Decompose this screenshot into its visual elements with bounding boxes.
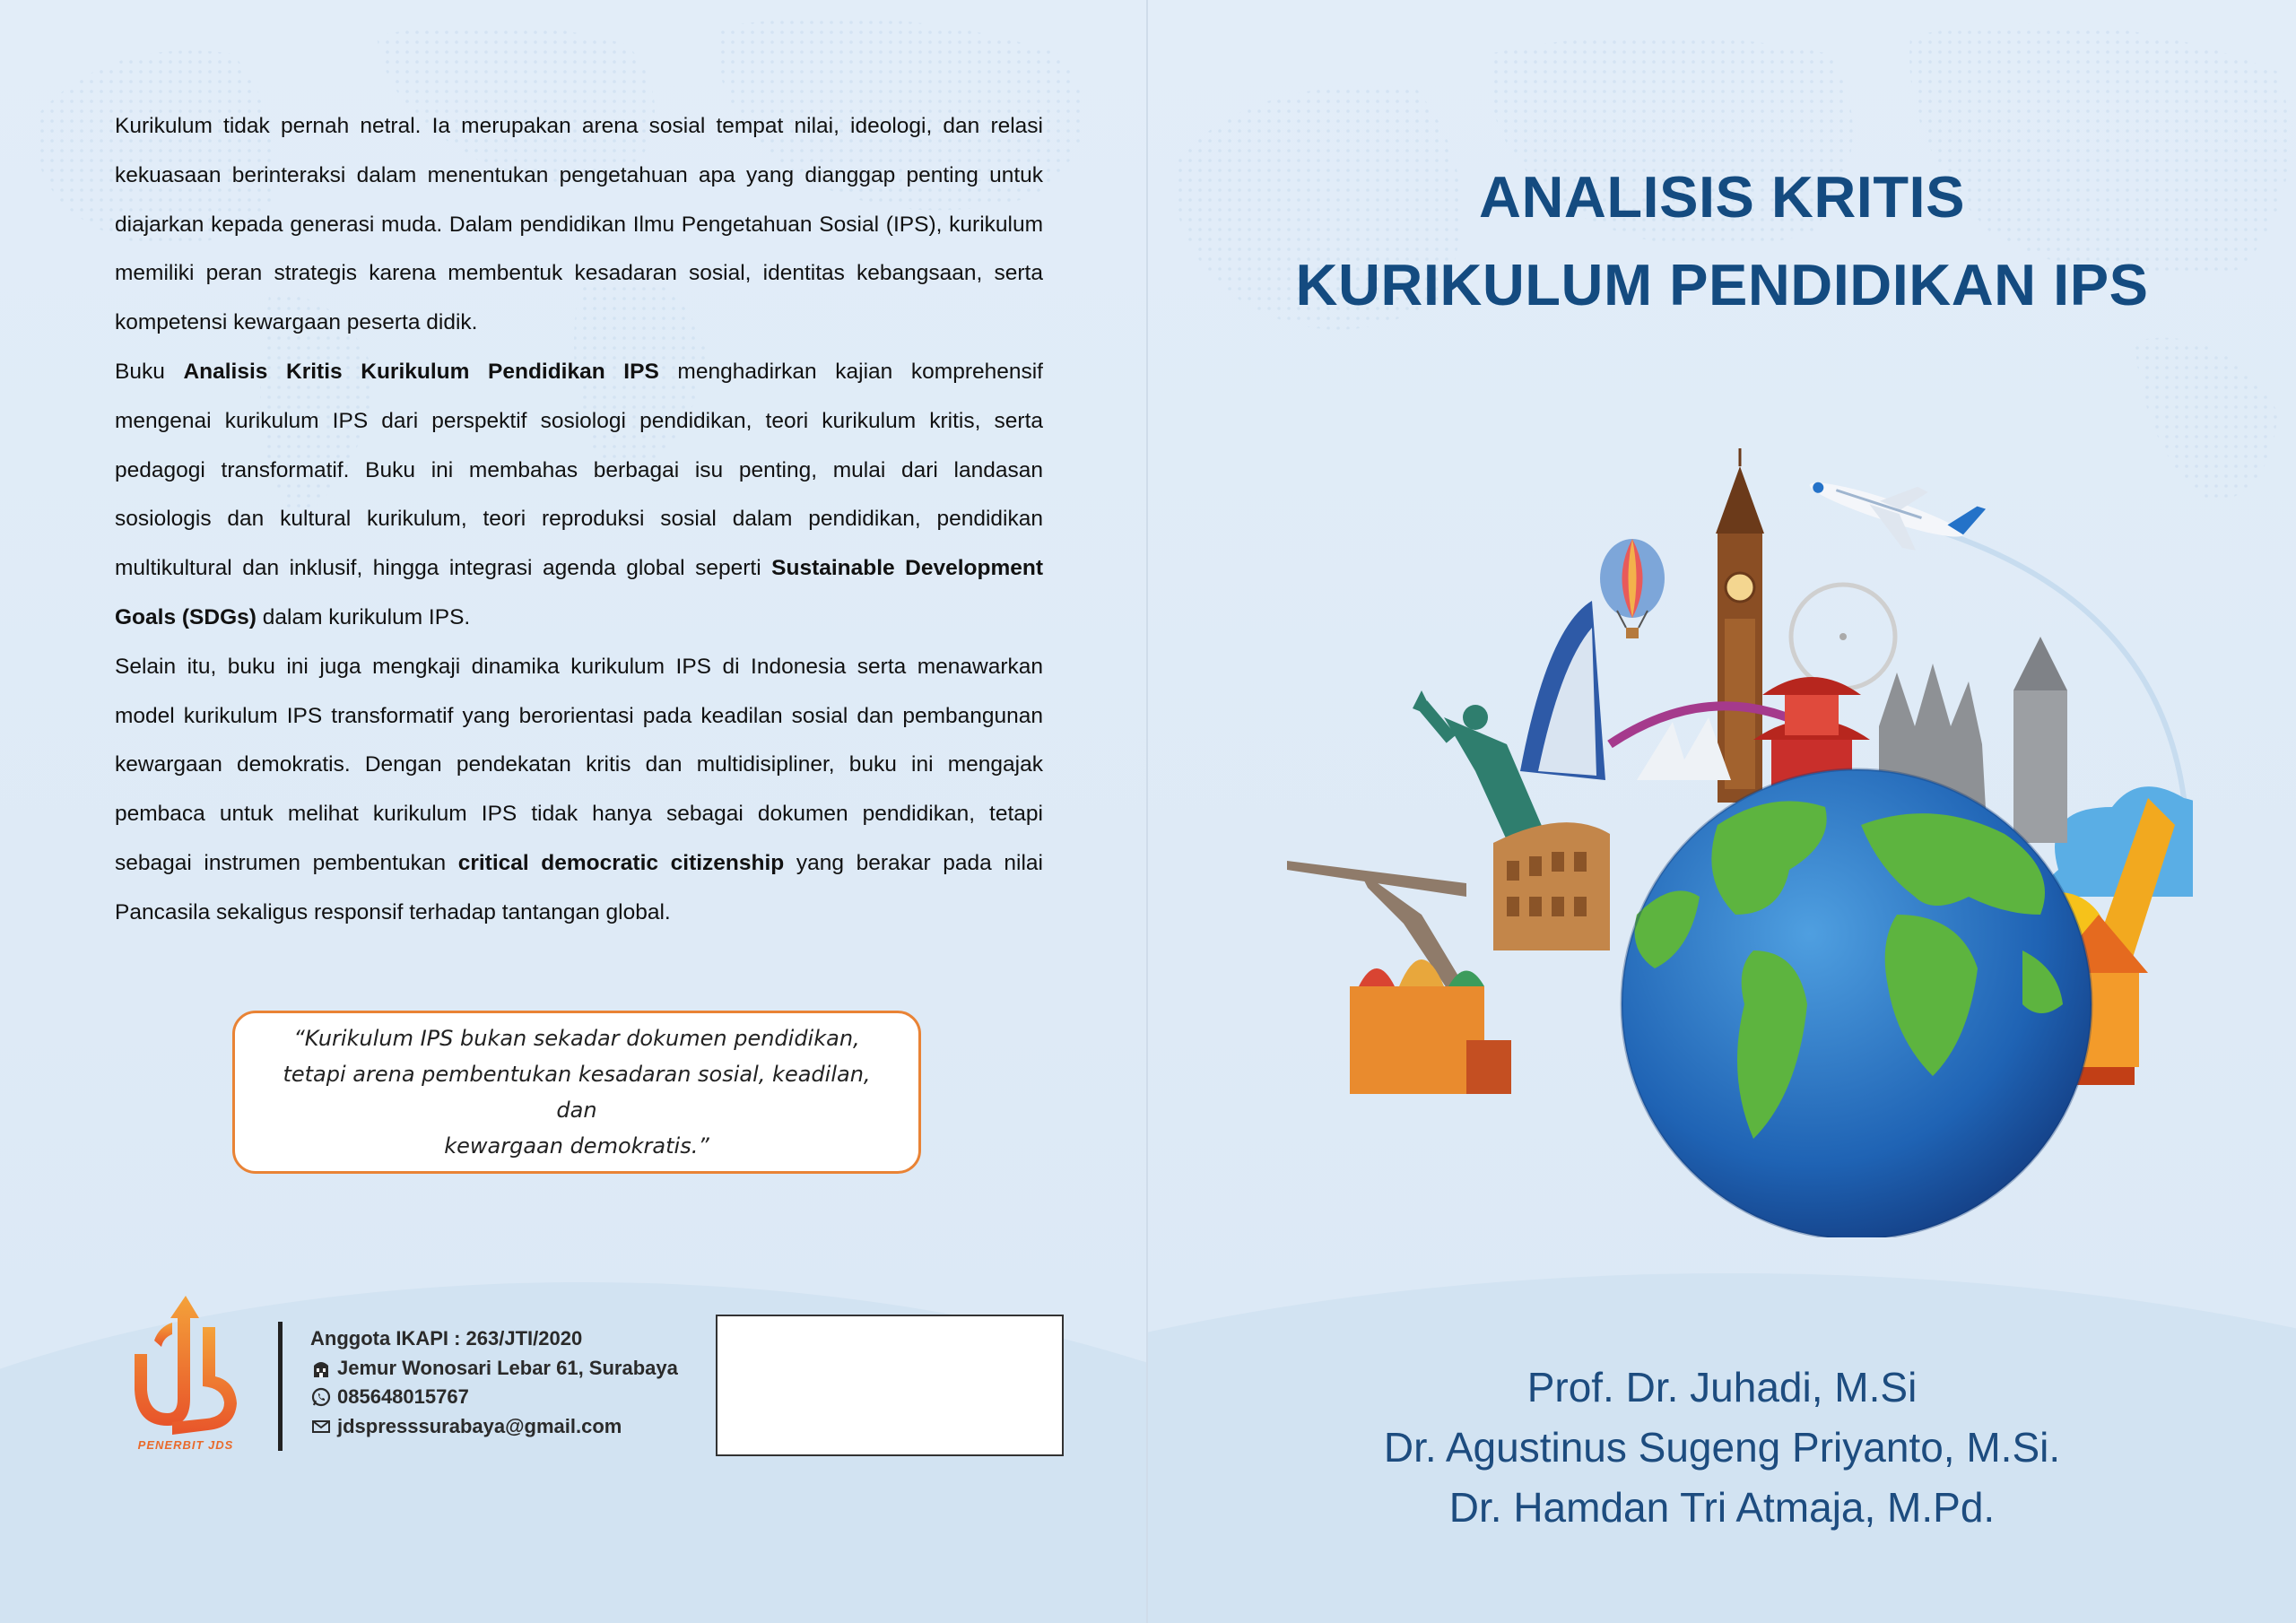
ikapi-row xyxy=(310,1324,678,1354)
book-title-line-2: KURIKULUM PENDIDIKAN IPS xyxy=(1295,252,2149,317)
mail-icon xyxy=(310,1416,332,1437)
publisher-logo xyxy=(118,1291,253,1453)
blurb-text: Selain itu, buku ini juga mengkaji dinamika kurikulum IPS di Indonesia serta menawarkan model kurikulum IPS transformatif yang berorientasi pada keadilan sosial dan pembangunan kewargaan demokratis. Dengan pendekatan kritis dan multidisipliner, buku ini mengajak pembaca untuk melihat kurikulum IPS tidak hanya sebagai dokumen pendidikan, tetapi sebagai instrumen pembentukan xyxy=(115,654,1043,875)
quote-line-3: kewargaan demokratis.” xyxy=(444,1133,709,1159)
building-icon xyxy=(310,1358,332,1379)
quote-box xyxy=(232,1011,921,1174)
blurb-paragraph xyxy=(115,348,1043,643)
publisher-contact xyxy=(310,1324,678,1441)
book-title-line-1: ANALISIS KRITIS xyxy=(1479,164,1965,230)
airplane-icon xyxy=(1800,455,1986,568)
ikapi-text: Anggota IKAPI : 263/JTI/2020 xyxy=(310,1327,583,1350)
globe-landmarks-illustration xyxy=(1251,448,2193,1237)
author-1: Prof. Dr. Juhadi, M.Si xyxy=(1526,1364,1918,1410)
email-row xyxy=(310,1412,678,1442)
publisher-logo-caption: PENERBIT JDS xyxy=(137,1438,234,1452)
blurb-paragraph xyxy=(115,643,1043,938)
back-cover xyxy=(0,0,1146,1623)
divider xyxy=(278,1322,283,1451)
phone-row xyxy=(310,1383,678,1412)
email-text: jdspresssurabaya@gmail.com xyxy=(337,1414,622,1437)
blurb-text: Buku xyxy=(115,359,184,384)
blurb-bold-text: critical democratic citizenship xyxy=(457,850,785,875)
blurb-bold-text: Sustainable Development Goals (SDGs) xyxy=(115,556,1043,629)
back-cover-blurb xyxy=(115,102,1043,938)
hot-air-balloon-icon xyxy=(1600,539,1665,638)
barcode-placeholder xyxy=(716,1315,1064,1456)
author-2: Dr. Agustinus Sugeng Priyanto, M.Si. xyxy=(1383,1424,2061,1471)
address-text: Jemur Wonosari Lebar 61, Surabaya xyxy=(337,1356,678,1379)
blurb-paragraph xyxy=(115,102,1043,348)
author-3: Dr. Hamdan Tri Atmaja, M.Pd. xyxy=(1448,1484,1996,1531)
quote-line-2: tetapi arena pembentukan kesadaran sosial, keadilan, dan xyxy=(283,1062,871,1123)
blurb-text: menghadirkan kajian komprehensif mengenai kurikulum IPS dari perspektif sosiologi pendidikan, teori kurikulum kritis, serta pedagogi transformatif. Buku ini membahas berbagai isu penting, mulai dari landasan sosiologis dan kultural kurikulum, teori reproduksi sosial dalam pendidikan, pendidikan multikultural dan inklusif, hingga integrasi agenda global seperti xyxy=(115,359,1043,581)
whatsapp-icon xyxy=(310,1386,332,1408)
blurb-text: dalam kurikulum IPS. xyxy=(256,604,471,629)
blurb-text: yang berakar pada nilai Pancasila sekaligus responsif terhadap tantangan global. xyxy=(115,850,1043,924)
address-row xyxy=(310,1354,678,1384)
blurb-text: Kurikulum tidak pernah netral. Ia merupakan arena sosial tempat nilai, ideologi, dan relasi kekuasaan berinteraksi dalam menentukan pengetahuan apa yang dianggap penting untuk diajarkan kepada generasi muda. Dalam pendidikan Ilmu Pengetahuan Sosial (IPS), kurikulum memiliki peran strategis karena membentuk kesadaran sosial, identitas kebangsaan, serta kompetensi kewargaan peserta didik. xyxy=(115,114,1043,335)
quote-line-1: “Kurikulum IPS bukan sekadar dokumen pendidikan, xyxy=(293,1026,860,1051)
phone-text: 085648015767 xyxy=(337,1385,469,1408)
blurb-bold-text: Analisis Kritis Kurikulum Pendidikan IPS xyxy=(183,359,659,384)
